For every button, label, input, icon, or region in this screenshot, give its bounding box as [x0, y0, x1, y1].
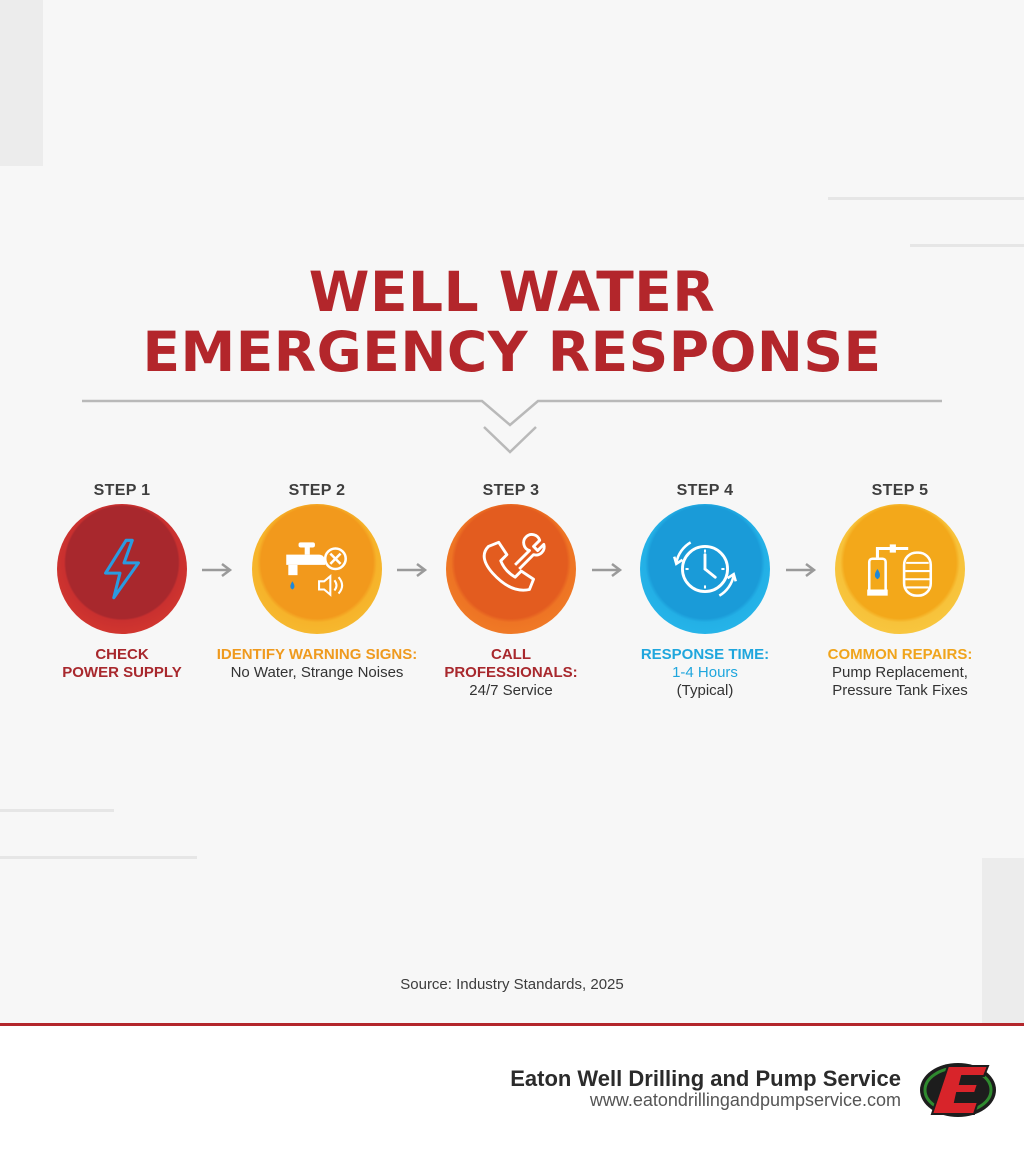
step-heading-line: 1-4 Hours: [672, 664, 738, 681]
step-description-line: Pressure Tank Fixes: [832, 682, 968, 699]
pump-tank-icon: [859, 528, 941, 610]
background-line: [910, 244, 1024, 247]
step-heading-line: CALL: [491, 646, 531, 663]
step-description-line: 24/7 Service: [469, 682, 553, 699]
source-note: Source: Industry Standards, 2025: [400, 976, 624, 993]
step-circle: [446, 504, 576, 634]
company-name: Eaton Well Drilling and Pump Service: [510, 1066, 901, 1091]
step-circle: [252, 504, 382, 634]
background-panel-bottom-right: [982, 858, 1024, 1024]
step-label: STEP 5: [871, 482, 929, 499]
step-label: STEP 3: [482, 482, 540, 499]
step-heading-line: IDENTIFY WARNING SIGNS:: [216, 646, 418, 663]
step-circle: [57, 504, 187, 634]
background-line: [828, 197, 1024, 200]
title-line-2: EMERGENCY RESPONSE: [142, 320, 882, 384]
step-heading-line: RESPONSE TIME:: [640, 646, 770, 663]
step-description-line: No Water, Strange Noises: [230, 664, 404, 681]
title-divider: [82, 392, 942, 462]
step-description-line: Pump Replacement,: [832, 664, 968, 681]
infographic-title: [0, 262, 1024, 382]
company-logo: [918, 1060, 1004, 1120]
lightning-bolt-icon: [81, 528, 163, 610]
step-heading-line: POWER SUPPLY: [62, 664, 182, 681]
step-heading: [780, 646, 1020, 664]
title-line-1: WELL WATER: [308, 260, 716, 324]
faucet-warning-icon: [276, 528, 358, 610]
company-website-link[interactable]: www.eatondrillingandpumpservice.com: [589, 1090, 901, 1110]
step-description: [780, 664, 1020, 700]
step-label: STEP 4: [676, 482, 734, 499]
background-line: [0, 856, 197, 859]
step-heading-line: COMMON REPAIRS:: [827, 646, 973, 663]
step-label: STEP 2: [288, 482, 346, 499]
phone-wrench-icon: [470, 528, 552, 610]
clock-icon: [664, 528, 746, 610]
step-circle: [640, 504, 770, 634]
step-heading-line: CHECK: [95, 646, 149, 663]
step-label: STEP 1: [93, 482, 151, 499]
background-panel-top-left: [0, 0, 43, 166]
step-5: [780, 480, 1020, 700]
background-line: [0, 809, 114, 812]
step-circle: [835, 504, 965, 634]
step-description-line: (Typical): [676, 682, 734, 699]
step-heading-line: PROFESSIONALS:: [444, 664, 578, 681]
